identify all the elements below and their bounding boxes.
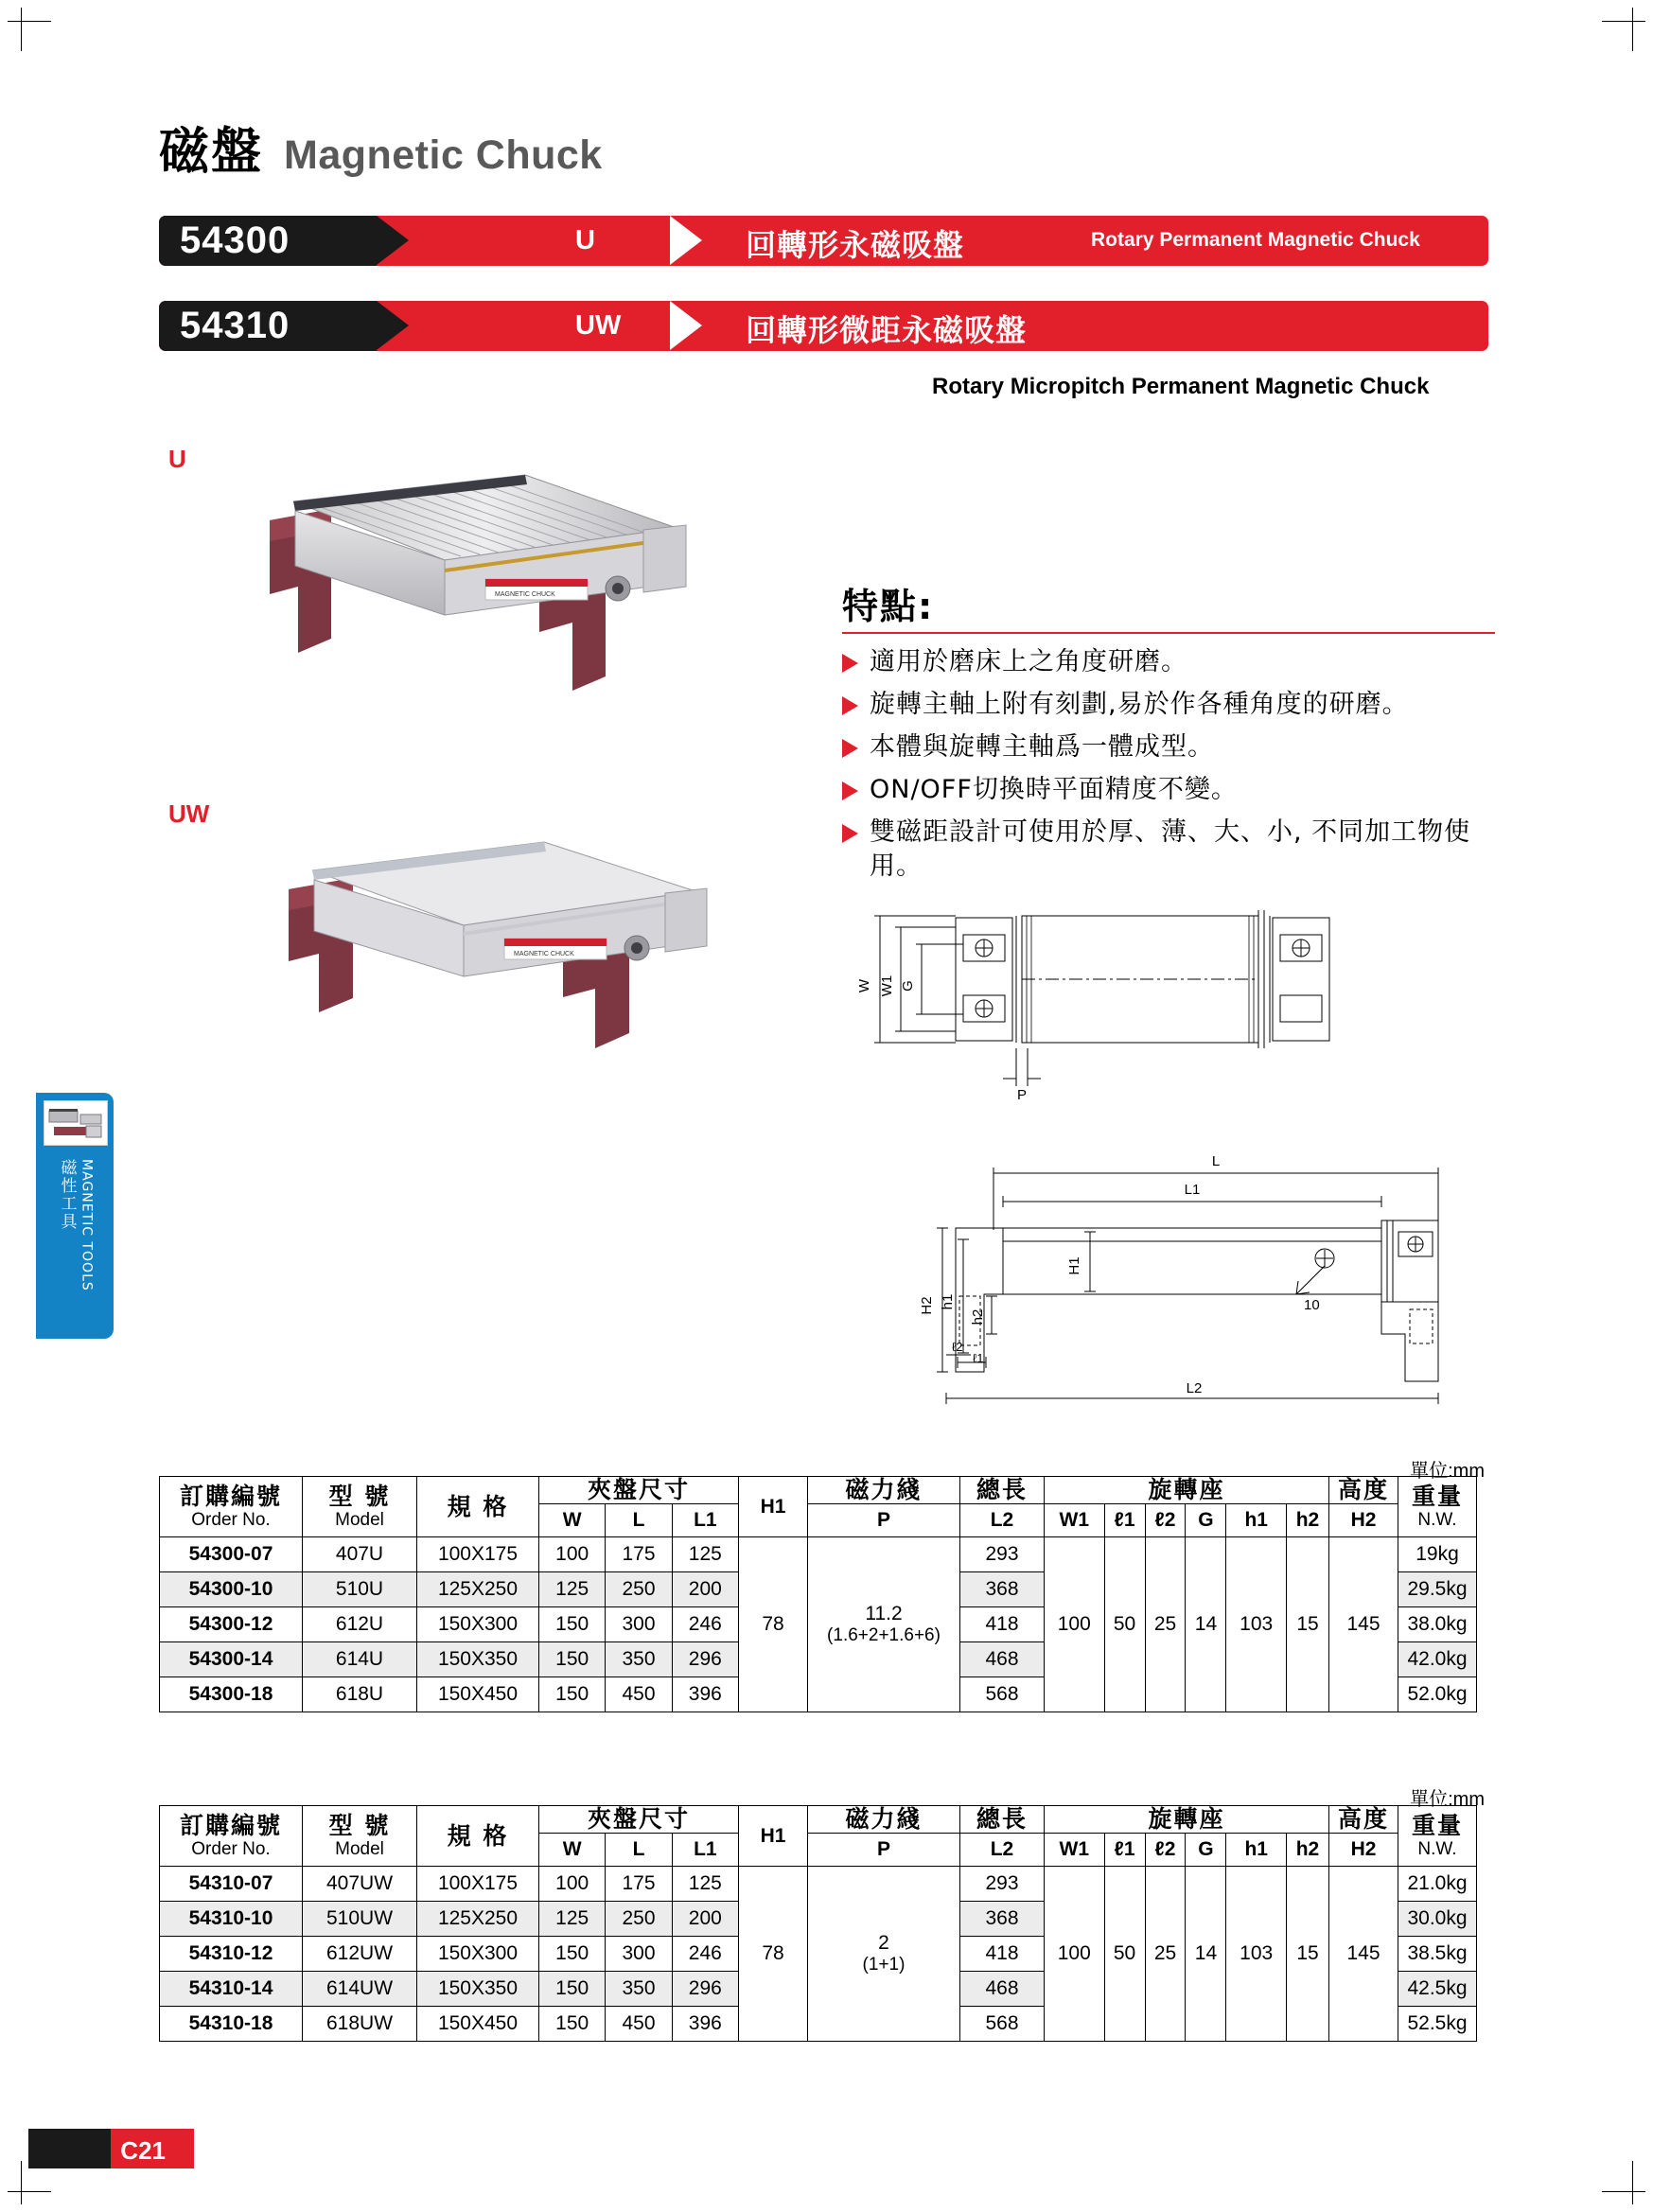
col-rot-cn: 旋轉座 [1148, 1476, 1225, 1503]
subcol-g: G [1186, 1504, 1226, 1537]
col-spec-cn: 規 格 [447, 1821, 509, 1850]
svg-text:MAGNETIC CHUCK: MAGNETIC CHUCK [514, 951, 574, 957]
unit-note: 單位:mm [1410, 1461, 1485, 1482]
cell-l: 350 [606, 1642, 672, 1677]
cell-w: 125 [539, 1902, 606, 1937]
page-number: C21 [120, 2136, 166, 2165]
cell-l2: 368 [960, 1902, 1045, 1937]
product-series: U [575, 225, 595, 255]
spec-table-54300 [159, 1476, 1477, 1712]
product-code: 54300 [180, 219, 290, 261]
bullet-triangle-icon [842, 824, 858, 843]
svg-text:ℓ2: ℓ2 [952, 1340, 963, 1354]
col-h1: H1 [739, 1477, 808, 1537]
subcol-h2s: h2 [1286, 1834, 1328, 1867]
bar-code-arrow-icon [377, 301, 409, 350]
table-row [160, 1867, 1477, 1902]
product-code: 54310 [180, 305, 290, 346]
col-order-en: Order No. [191, 1509, 271, 1530]
feature-text: 本體與旋轉主軸爲一體成型。 [870, 732, 1214, 762]
col-model-cn: 型 號 [328, 1811, 391, 1839]
cell-h2s-merged: 15 [1286, 1867, 1328, 2042]
subcol-H2: H2 [1329, 1834, 1398, 1867]
product-photo-u [241, 473, 724, 729]
section-tab-thumbnail-icon [44, 1100, 108, 1146]
cell-order: 54300-07 [160, 1537, 303, 1572]
cell-model: 407U [303, 1537, 417, 1572]
cell-spec: 150X450 [417, 1677, 539, 1712]
col-model-en: Model [335, 1838, 384, 1859]
feature-item [842, 773, 1504, 807]
cell-l: 300 [606, 1937, 672, 1972]
product-bar-54300 [159, 216, 1488, 266]
cell-l2: 568 [960, 1677, 1045, 1712]
bullet-triangle-icon [842, 739, 858, 758]
feature-text: 旋轉主軸上附有刻劃,易於作各種角度的研磨。 [870, 690, 1409, 719]
cell-l1: 200 [672, 1902, 738, 1937]
table-row [160, 1537, 1477, 1572]
cell-model: 510UW [303, 1902, 417, 1937]
cell-spec: 150X300 [417, 1607, 539, 1642]
crop-mark [21, 2161, 22, 2204]
cell-l: 450 [606, 1677, 672, 1712]
col-mag-cn: 磁力綫 [845, 1805, 923, 1833]
bar-code-arrow-icon [377, 216, 409, 265]
cell-spec: 150X300 [417, 1937, 539, 1972]
feature-item [842, 816, 1504, 884]
cell-w: 100 [539, 1537, 606, 1572]
cell-p-value: 2 [878, 1932, 889, 1954]
cell-weight: 19kg [1398, 1537, 1477, 1572]
cell-l2: 418 [960, 1607, 1045, 1642]
cell-p-merged [808, 1867, 960, 2042]
cell-l2: 468 [960, 1642, 1045, 1677]
col-total-cn: 總長 [976, 1476, 1028, 1503]
cell-model: 510U [303, 1572, 417, 1607]
cell-l2: 418 [960, 1937, 1045, 1972]
cell-spec: 100X175 [417, 1867, 539, 1902]
crop-mark [21, 8, 22, 51]
cell-w: 150 [539, 1677, 606, 1712]
cell-l1: 200 [672, 1572, 738, 1607]
cell-model: 614U [303, 1642, 417, 1677]
cell-l1: 296 [672, 1642, 738, 1677]
cell-order: 54310-10 [160, 1902, 303, 1937]
subcol-p: P [808, 1834, 960, 1867]
features-title: 特點: [842, 586, 935, 627]
crop-mark [8, 2191, 51, 2192]
cell-p-merged [808, 1537, 960, 1712]
cell-w: 150 [539, 1607, 606, 1642]
svg-text:10: 10 [1304, 1297, 1320, 1313]
col-total-cn: 總長 [976, 1805, 1028, 1833]
svg-text:W1: W1 [879, 974, 895, 997]
cell-p-sub: (1.6+2+1.6+6) [827, 1625, 941, 1645]
technical-drawing [852, 889, 1495, 1419]
subcol-h2s: h2 [1286, 1504, 1328, 1537]
subcol-h1s: h1 [1226, 1504, 1287, 1537]
cell-l1: 246 [672, 1937, 738, 1972]
subcol-ll2: ℓ2 [1145, 1834, 1186, 1867]
cell-model: 614UW [303, 1972, 417, 2007]
page-title-cn: 磁盤 [159, 123, 263, 181]
svg-text:h1: h1 [940, 1293, 956, 1310]
cell-l1: 396 [672, 2007, 738, 2042]
cell-order: 54300-18 [160, 1677, 303, 1712]
product-name-cn: 回轉形微距永磁吸盤 [746, 312, 1028, 348]
feature-item [842, 688, 1504, 722]
bar-divider-arrow-icon [670, 301, 702, 350]
crop-mark [8, 21, 51, 22]
svg-text:G: G [900, 980, 916, 992]
cell-l1: 296 [672, 1972, 738, 2007]
cell-p-value: 11.2 [865, 1603, 903, 1624]
cell-spec: 125X250 [417, 1572, 539, 1607]
svg-text:L: L [1211, 1153, 1221, 1169]
cell-g-merged: 14 [1186, 1537, 1226, 1712]
subcol-ll1: ℓ1 [1104, 1504, 1145, 1537]
bullet-triangle-icon [842, 654, 858, 673]
cell-weight: 52.5kg [1398, 2007, 1477, 2042]
cell-l: 175 [606, 1867, 672, 1902]
svg-text:h2: h2 [970, 1308, 986, 1325]
bar-divider-arrow-inner-icon [702, 301, 734, 350]
cell-l: 250 [606, 1572, 672, 1607]
svg-text:H1: H1 [1066, 1256, 1082, 1275]
cell-ll2-merged: 25 [1145, 1867, 1186, 2042]
crop-mark [1602, 2191, 1645, 2192]
cell-H2-merged: 145 [1329, 1537, 1398, 1712]
crop-mark [1602, 21, 1645, 22]
subcol-h1s: h1 [1226, 1834, 1287, 1867]
cell-weight: 21.0kg [1398, 1867, 1477, 1902]
col-mag-cn: 磁力綫 [845, 1476, 923, 1503]
cell-l2: 293 [960, 1867, 1045, 1902]
col-weight-en: N.W. [1417, 1838, 1457, 1859]
cell-l1: 125 [672, 1537, 738, 1572]
cell-weight: 38.0kg [1398, 1607, 1477, 1642]
cell-w: 150 [539, 1642, 606, 1677]
subcol-w: W [539, 1504, 606, 1537]
bar-divider-arrow-icon [670, 216, 702, 265]
subcol-l2: L2 [960, 1834, 1045, 1867]
col-model-en: Model [335, 1509, 384, 1530]
section-tab-en: MAGNETIC TOOLS [79, 1159, 95, 1291]
cell-model: 407UW [303, 1867, 417, 1902]
cell-w: 150 [539, 1937, 606, 1972]
cell-weight: 30.0kg [1398, 1902, 1477, 1937]
col-rot-cn: 旋轉座 [1148, 1805, 1225, 1833]
feature-text: 雙磁距設計可使用於厚、薄、大、小, 不同加工物使用。 [870, 817, 1471, 881]
cell-l: 300 [606, 1607, 672, 1642]
bar-divider-arrow-inner-icon [702, 216, 734, 265]
cell-weight: 42.5kg [1398, 1972, 1477, 2007]
cell-order: 54310-12 [160, 1937, 303, 1972]
subcol-l1: L1 [672, 1504, 738, 1537]
feature-item [842, 730, 1504, 764]
subcol-ll2: ℓ2 [1145, 1504, 1186, 1537]
cell-h2s-merged: 15 [1286, 1537, 1328, 1712]
cell-l2: 368 [960, 1572, 1045, 1607]
subcol-l2: L2 [960, 1504, 1045, 1537]
subcol-p: P [808, 1504, 960, 1537]
cell-l: 175 [606, 1537, 672, 1572]
svg-text:W: W [856, 978, 872, 993]
cell-w: 150 [539, 2007, 606, 2042]
cell-h1-merged: 78 [739, 1537, 808, 1712]
subcol-l1: L1 [672, 1834, 738, 1867]
feature-text: ON/OFF切換時平面精度不變。 [870, 775, 1238, 804]
col-chuck-cn: 夾盤尺寸 [587, 1805, 690, 1833]
col-chuck-cn: 夾盤尺寸 [587, 1476, 690, 1503]
cell-model: 612UW [303, 1937, 417, 1972]
product-bar-54310 [159, 301, 1488, 351]
table-header-row [160, 1477, 1477, 1504]
col-order-cn: 訂購編號 [179, 1811, 282, 1839]
subcol-w1: W1 [1045, 1504, 1105, 1537]
cell-l1: 396 [672, 1677, 738, 1712]
bullet-triangle-icon [842, 696, 858, 715]
cell-p-sub: (1+1) [862, 1955, 906, 1975]
subcol-H2: H2 [1329, 1504, 1398, 1537]
cell-model: 612U [303, 1607, 417, 1642]
col-spec-cn: 規 格 [447, 1492, 509, 1520]
page-title-en: Magnetic Chuck [284, 132, 603, 178]
cell-weight: 38.5kg [1398, 1937, 1477, 1972]
cell-weight: 52.0kg [1398, 1677, 1477, 1712]
svg-text:L1: L1 [1184, 1182, 1201, 1198]
product-photo-uw [270, 823, 724, 1069]
cell-w: 125 [539, 1572, 606, 1607]
page-title [159, 112, 603, 184]
subcol-w: W [539, 1834, 606, 1867]
unit-note: 單位:mm [1410, 1789, 1485, 1810]
cell-order: 54300-12 [160, 1607, 303, 1642]
cell-l1: 125 [672, 1867, 738, 1902]
cell-weight: 29.5kg [1398, 1572, 1477, 1607]
product-name-en: Rotary Permanent Magnetic Chuck [1091, 229, 1420, 251]
crop-mark [1632, 2161, 1633, 2204]
cell-l: 450 [606, 2007, 672, 2042]
product-series: UW [575, 310, 622, 341]
feature-text: 適用於磨床上之角度研磨。 [870, 647, 1187, 676]
cell-l: 250 [606, 1902, 672, 1937]
section-tab-text [36, 1159, 114, 1329]
col-weight-cn: 重量 [1411, 1811, 1463, 1839]
cell-g-merged: 14 [1186, 1867, 1226, 2042]
page-footer [28, 2129, 194, 2168]
cell-l: 350 [606, 1972, 672, 2007]
col-model-cn: 型 號 [328, 1482, 391, 1510]
cell-order: 54310-14 [160, 1972, 303, 2007]
cell-spec: 125X250 [417, 1902, 539, 1937]
cell-ll1-merged: 50 [1104, 1867, 1145, 2042]
col-order-cn: 訂購編號 [179, 1482, 282, 1510]
section-tab [36, 1093, 114, 1339]
cell-spec: 150X450 [417, 2007, 539, 2042]
subcol-ll1: ℓ1 [1104, 1834, 1145, 1867]
svg-text:H2: H2 [919, 1296, 935, 1315]
section-tab-cn: 磁性工具 [57, 1159, 77, 1231]
cell-ll1-merged: 50 [1104, 1537, 1145, 1712]
cell-l2: 293 [960, 1537, 1045, 1572]
cell-h1s-merged: 103 [1226, 1867, 1287, 2042]
cell-spec: 100X175 [417, 1537, 539, 1572]
features-list [842, 645, 1504, 892]
svg-text:P: P [1016, 1087, 1028, 1103]
col-order-en: Order No. [191, 1838, 271, 1859]
spec-table-54310 [159, 1805, 1477, 2042]
cell-w: 150 [539, 1972, 606, 2007]
table-header-row [160, 1806, 1477, 1834]
subcol-l: L [606, 1834, 672, 1867]
cell-model: 618U [303, 1677, 417, 1712]
cell-order: 54310-18 [160, 2007, 303, 2042]
subcol-l: L [606, 1504, 672, 1537]
col-weight-cn: 重量 [1411, 1482, 1463, 1510]
cell-l1: 246 [672, 1607, 738, 1642]
feature-item [842, 645, 1504, 679]
crop-mark [1632, 8, 1633, 51]
col-height-cn: 高度 [1337, 1476, 1389, 1503]
cell-h1-merged: 78 [739, 1867, 808, 2042]
cell-order: 54300-14 [160, 1642, 303, 1677]
cell-order: 54300-10 [160, 1572, 303, 1607]
features-divider [842, 632, 1495, 634]
col-weight-en: N.W. [1417, 1509, 1457, 1530]
cell-w1-merged: 100 [1045, 1537, 1105, 1712]
svg-text:ℓ1: ℓ1 [973, 1351, 984, 1365]
col-h1: H1 [739, 1806, 808, 1867]
svg-text:L2: L2 [1186, 1380, 1203, 1396]
subcol-w1: W1 [1045, 1834, 1105, 1867]
col-height-cn: 高度 [1337, 1805, 1389, 1833]
product-name-cn: 回轉形永磁吸盤 [746, 227, 965, 263]
cell-spec: 150X350 [417, 1642, 539, 1677]
svg-text:MAGNETIC CHUCK: MAGNETIC CHUCK [495, 591, 555, 598]
cell-h1s-merged: 103 [1226, 1537, 1287, 1712]
photo-label-uw: UW [168, 799, 210, 828]
cell-w: 100 [539, 1867, 606, 1902]
cell-l2: 568 [960, 2007, 1045, 2042]
cell-weight: 42.0kg [1398, 1642, 1477, 1677]
cell-model: 618UW [303, 2007, 417, 2042]
photo-label-u: U [168, 445, 186, 473]
subcol-g: G [1186, 1834, 1226, 1867]
cell-ll2-merged: 25 [1145, 1537, 1186, 1712]
bullet-triangle-icon [842, 781, 858, 800]
cell-H2-merged: 145 [1329, 1867, 1398, 2042]
cell-l2: 468 [960, 1972, 1045, 2007]
cell-w1-merged: 100 [1045, 1867, 1105, 2042]
product-name-en-secondary: Rotary Micropitch Permanent Magnetic Chuck [932, 374, 1430, 399]
cell-order: 54310-07 [160, 1867, 303, 1902]
cell-spec: 150X350 [417, 1972, 539, 2007]
